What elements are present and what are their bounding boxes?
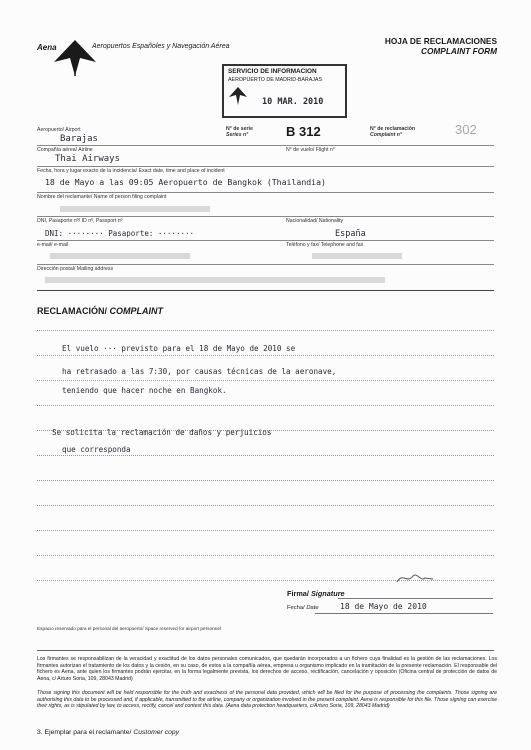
- complaint-line-6: que corresponda: [62, 445, 131, 454]
- form-title-en: COMPLAINT FORM: [420, 46, 497, 56]
- email-redacted: [50, 253, 190, 259]
- date-label: [287, 605, 319, 611]
- org-name: Aeropuertos Españoles y Navegación Aérea: [92, 43, 230, 50]
- airport-value: Barajas: [60, 134, 98, 144]
- name-label: Nombre del reclamante/ Name of person filing complaint: [37, 194, 167, 200]
- copy-label: [37, 729, 179, 736]
- series-label-es: N° de serie: [226, 126, 253, 132]
- complaint-line-3: teniendo que hacer noche en Bangkok.: [62, 386, 227, 395]
- copy-label-es: 3. Ejemplar para el reclamante/: [37, 729, 132, 736]
- complaint-line-1: El vuelo ··· previsto para el 18 de Mayo de 2010 se: [62, 344, 296, 353]
- complaint-heading-es: RECLAMACIÓN/: [37, 306, 107, 316]
- series-label-en: Series n°: [226, 132, 249, 138]
- brand-name: Aena: [37, 43, 57, 52]
- form-title-es: HOJA DE RECLAMACIONES: [384, 36, 497, 46]
- email-label: e-mail/ e-mail: [37, 242, 69, 248]
- airline-label: Compañía aérea/ Airline: [37, 147, 93, 153]
- nationality-label: Nacionalidad/ Nationality: [286, 218, 344, 224]
- signature-date-value: 18 de Mayo de 2010: [340, 602, 427, 611]
- dni-label: DNI, Pasaporte nº/ ID nº, Passport nº: [37, 218, 123, 224]
- date-label-es: Fecha/: [287, 605, 305, 611]
- stamp-line2: AEROPUERTO DE MADRID-BARAJAS: [228, 77, 322, 83]
- legal-text-es: Los firmantes se responsabilizan de la veracidad y exactitud de los datos personales comunicados, que quedarán incorporados a un fichero cuya finalidad es la gestión de las reclamaciones. Los firmantes autorizan el tratamiento de los datos y la cesión, en su caso, de estos a la compañía aérea, empresa u organismo implicado en la tramitación de la presente reclamación. El responsable del fichero es Aena, ante quien los firmantes podrán ejercitar, en la forma legalmente prevista, los derechos de acceso, rectificación, cancelación y oposición (Oficina central de protección de datos de Aena, c/ Arturo Soria, 109, 28043 Madrid): [37, 656, 497, 682]
- legal-text-en: Those signing this document will be held responsible for the truth and exactness of the personal data provided, which will be filed for the purpose of processing the complaints. Those signing are authorising this data to be processed and, if applicable, transmitted to the airline, company or organization involved in the present complaint. Aena is responsible for this file. Those signing can exercise their rights, as is stipulated by law, to access, rectify, cancel and contest this data. (Aena data protection headquarters, c/Arturo Soria, 109, 28043 Madrid): [37, 690, 497, 710]
- stamp-line1: SERVICIO DE INFORMACION: [228, 68, 317, 75]
- complaint-line-5: Se solicita la reclamación de daños y perjuicios: [52, 428, 272, 437]
- complaint-number-label-es: N° de reclamación: [370, 126, 416, 132]
- airport-label: Aeropuerto/ Airport: [37, 127, 81, 133]
- complaint-number-label-en: Complaint n°: [370, 132, 403, 138]
- signature-label: [287, 589, 345, 598]
- airline-value: Thai Airways: [55, 154, 121, 164]
- address-redacted: [45, 277, 385, 283]
- complaint-heading-en: COMPLAINT: [109, 306, 164, 316]
- information-stamp: [222, 64, 347, 118]
- copy-label-en: Customer copy: [133, 729, 180, 736]
- date-label-en: Date: [306, 605, 319, 611]
- series-value: B 312: [286, 124, 321, 139]
- name-redacted: [60, 206, 210, 212]
- complaint-heading: [37, 306, 163, 316]
- complaint-line-2: ha retrasado a las 7:30, por causas técnicas de la aeronave,: [62, 367, 337, 376]
- stamp-logo-icon: [228, 86, 248, 106]
- incident-date-label: Fecha, hora y lugar exacto de la incidencia/ Exact date, time and place of incident: [37, 168, 225, 174]
- stamp-date: 10 MAR. 2010: [262, 97, 324, 107]
- incident-date-value: 18 de Mayo a las 09:05 Aeropuerto de Bangkok (Thailandia): [45, 177, 326, 187]
- nationality-value: España: [335, 229, 366, 239]
- signature-scribble: [395, 570, 435, 586]
- airport-personnel-note: Espacio reservado para el personal del aeropuerto/ Space reserved for airport personnel: [37, 626, 221, 631]
- flight-label: N° de vuelo/ Flight n°: [286, 147, 335, 153]
- phone-redacted: [312, 253, 402, 259]
- complaint-number-value: 302: [455, 122, 477, 137]
- phone-label: Teléfono y fax/ Telephone and fax: [286, 242, 364, 248]
- signature-label-es: Firma/: [287, 589, 309, 598]
- signature-label-en: Signature: [310, 589, 345, 598]
- address-label: Dirección postal/ Mailing address: [37, 266, 114, 272]
- dni-value: DNI: ········ Pasaporte: ········: [45, 229, 195, 238]
